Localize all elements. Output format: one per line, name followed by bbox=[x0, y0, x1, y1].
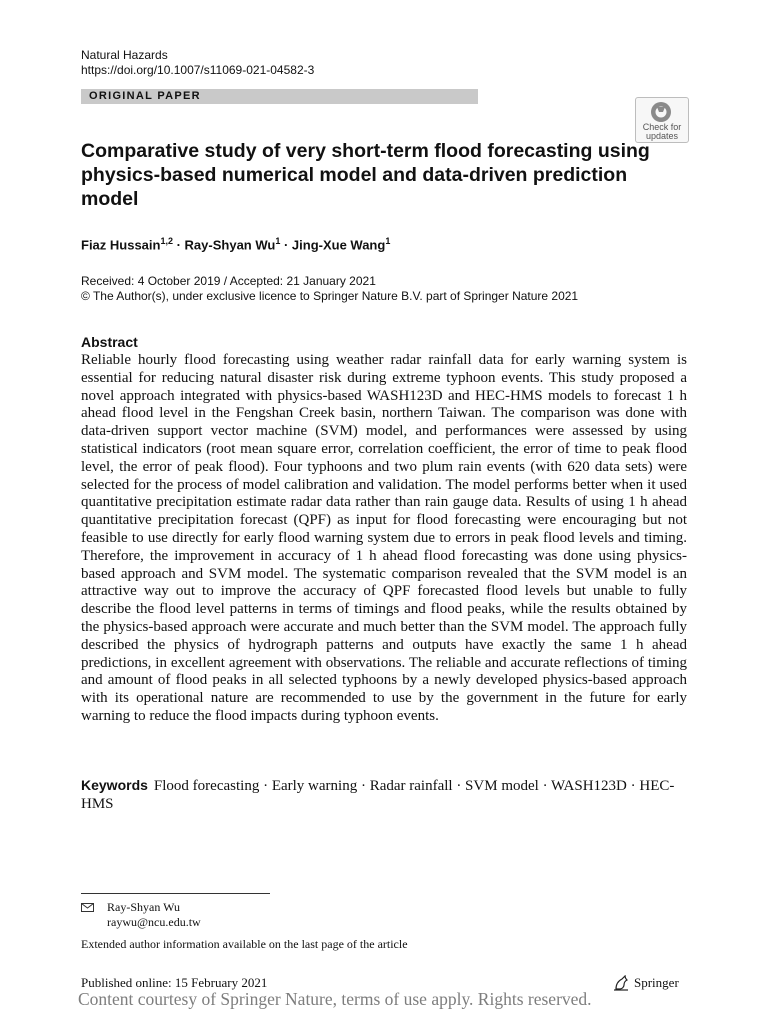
corresponding-author-email[interactable]: raywu@ncu.edu.tw bbox=[107, 915, 201, 929]
abstract-body: Reliable hourly flood forecasting using weather radar rainfall data for early warning system is essential for reducing natural disaster risk during extreme typhoon events. This study proposed a novel approach integrated with physics-based WASH123D and HEC-HMS models to forecast 1 h ahead flood level in the Fengshan Creek basin, northern Taiwan. The comparison was done with data-driven support vector machine (SVM) model, and performances were assessed by using statistical indicators (root mean square error, correlation coefficient, the error of time to peak flood level, the error of peak flood). Four typhoons and two plum rain events (with 620 data sets) were selected for the process of model calibration and validation. The model performs better when it used quantitative precipitation estimate radar data rather than rain gauge data. Results of using 1 h ahead quantitative precipitation forecast (QPF) as input for flood forecasting were encouraging but not feasible to use directly for early flood warning system due to errors in peak flood levels and timing. Therefore, the improvement in accuracy of 1 h ahead flood forecasting was done using physics-based approach and SVM model. The systematic comparison revealed that the SVM model is an attractive way out to improve the accuracy of QPF forecasted flood levels but unable to fully describe the flood level patterns in terms of timings and flood peaks, while the results obtained by the physics-based approach were accurate and much better than the SVM model. The approach fully described the physics of hydrograph patterns and outputs have exactly the same 1 h ahead predictions, in excellent agreement with observations. The reliable and accurate reflections of timing and amount of flood peaks in all selected typhoons by a newly developed physics-based approach with its operational nature are recommended to use by the government in the future for early warning to reduce the flood impacts during typhoon events. bbox=[81, 352, 687, 724]
author-name[interactable]: Ray-Shyan Wu bbox=[184, 237, 276, 253]
author-name[interactable]: Jing-Xue Wang bbox=[291, 237, 386, 253]
check-updates-icon bbox=[649, 101, 673, 123]
keywords-label: Keywords bbox=[81, 777, 148, 793]
extended-author-info: Extended author information available on the last page of the article bbox=[81, 937, 408, 951]
copyright-notice: © The Author(s), under exclusive licence to Springer Nature B.V. part of Springer Nature 2021 bbox=[81, 289, 579, 303]
author-list bbox=[81, 233, 390, 253]
paper-type-label: ORIGINAL PAPER bbox=[89, 90, 201, 102]
author-separator: · bbox=[280, 237, 292, 253]
check-updates-label: Check for updates bbox=[642, 122, 682, 141]
springer-horse-icon bbox=[612, 975, 630, 991]
author-separator: · bbox=[172, 237, 185, 253]
author-affiliation: 1 bbox=[385, 236, 391, 246]
received-dates: Received: 4 October 2019 / Accepted: 21 January 2021 bbox=[81, 274, 376, 288]
check-for-updates-badge[interactable] bbox=[635, 97, 689, 143]
corresponding-author-name: Ray-Shyan Wu bbox=[107, 900, 180, 914]
published-online-date: Published online: 15 February 2021 bbox=[81, 975, 268, 990]
keywords-section bbox=[81, 776, 687, 813]
author-affiliation: 1 bbox=[275, 236, 281, 246]
paper-type-bar bbox=[81, 89, 478, 104]
envelope-icon bbox=[81, 903, 94, 912]
author-name[interactable]: Fiaz Hussain bbox=[81, 237, 161, 253]
author-affiliation: 1,2 bbox=[160, 236, 173, 246]
article-title: Comparative study of very short-term flood forecasting using physics-based numerical model and data-driven prediction model bbox=[81, 140, 650, 210]
abstract-heading: Abstract bbox=[81, 334, 138, 350]
courtesy-watermark: Content courtesy of Springer Nature, terms of use apply. Rights reserved. bbox=[78, 989, 592, 1009]
footnote-divider bbox=[81, 893, 270, 894]
publisher-name: Springer bbox=[634, 975, 679, 990]
journal-name: Natural Hazards bbox=[81, 48, 168, 62]
keywords-list: Flood forecasting · Early warning · Radar rainfall · SVM model · WASH123D · HEC-HMS bbox=[81, 778, 675, 812]
doi-link[interactable]: https://doi.org/10.1007/s11069-021-04582-3 bbox=[81, 63, 315, 77]
